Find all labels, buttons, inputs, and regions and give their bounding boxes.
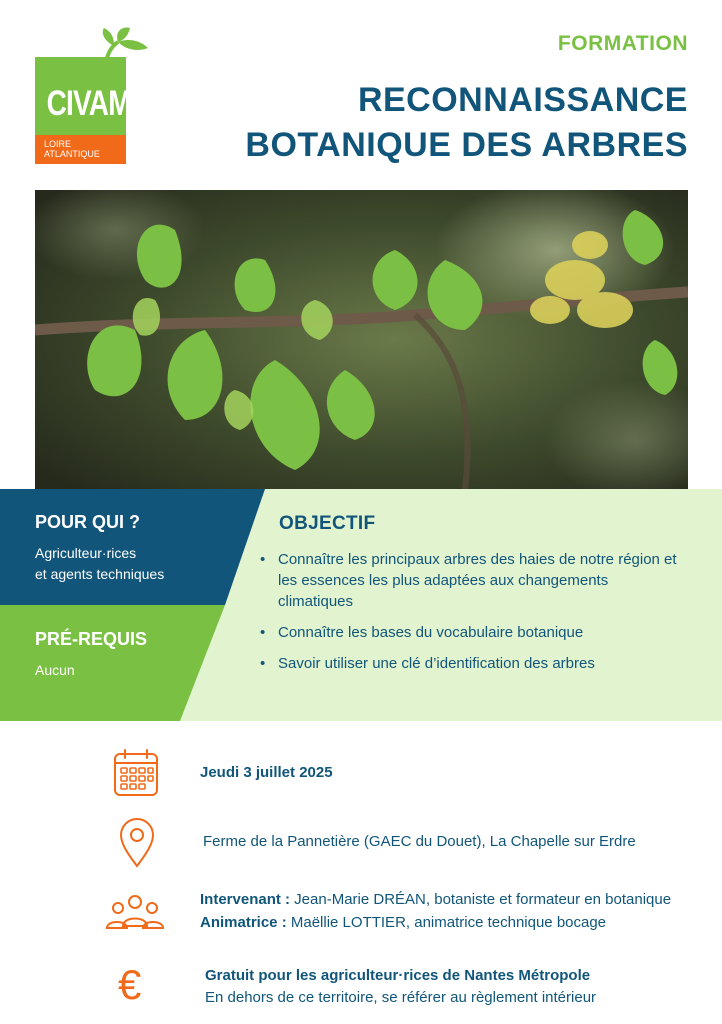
intervenant-label: Intervenant : <box>200 891 291 908</box>
pour-qui-line-1: Agriculteur·rices <box>35 545 137 561</box>
objectif-item: • Connaître les bases du vocabulaire botanique <box>260 622 680 643</box>
price-note: En dehors de ce territoire, se référer au règlement intérieur <box>205 989 597 1006</box>
objectif-item: • Savoir utiliser une clé d’identification des arbres <box>260 653 680 674</box>
kicker: FORMATION <box>557 32 688 55</box>
pour-qui-line-2: et agents techniques <box>35 566 165 582</box>
pour-qui-text <box>35 543 164 585</box>
calendar-icon <box>112 748 160 798</box>
logo-subtitle <box>35 135 126 164</box>
prerequis-heading: PRÉ-REQUIS <box>35 629 148 649</box>
hawthorn-leaves-image <box>35 190 688 489</box>
hero-photo <box>35 190 688 489</box>
event-location: Ferme de la Pannetière (GAEC du Douet), La Chapelle sur Erdre <box>203 833 636 850</box>
pour-qui-heading: POUR QUI ? <box>35 512 141 532</box>
logo-subtitle-line1: LOIRE <box>44 139 72 149</box>
objectif-heading: OBJECTIF <box>279 513 376 534</box>
intervenant-line <box>200 888 671 911</box>
objectif-item: • Connaître les principaux arbres des haies de notre région et les essences les plus adaptées aux changements climatiques <box>260 549 680 612</box>
animatrice-label: Animatrice : <box>200 914 287 931</box>
euro-icon: € <box>118 961 142 1008</box>
prerequis-value: Aucun <box>35 662 75 678</box>
logo-name: CIVAM <box>46 84 131 123</box>
page-title <box>245 78 688 168</box>
objectif-list <box>260 549 680 684</box>
title-line-1: RECONNAISSANCE <box>357 81 688 119</box>
people-icon <box>105 892 165 932</box>
event-date: Jeudi 3 juillet 2025 <box>200 764 333 781</box>
location-pin-icon <box>118 816 156 868</box>
animatrice-line <box>200 911 606 934</box>
logo-subtitle-line2: ATLANTIQUE <box>44 149 100 159</box>
title-line-2: BOTANIQUE DES ARBRES <box>245 126 688 164</box>
animatrice-value: Maëllie LOTTIER, animatrice technique bocage <box>286 914 607 931</box>
intervenant-value: Jean-Marie DRÉAN, botaniste et formateur en botanique <box>290 891 672 908</box>
price-bold: Gratuit pour les agriculteur·rices de Nantes Métropole <box>205 967 591 984</box>
